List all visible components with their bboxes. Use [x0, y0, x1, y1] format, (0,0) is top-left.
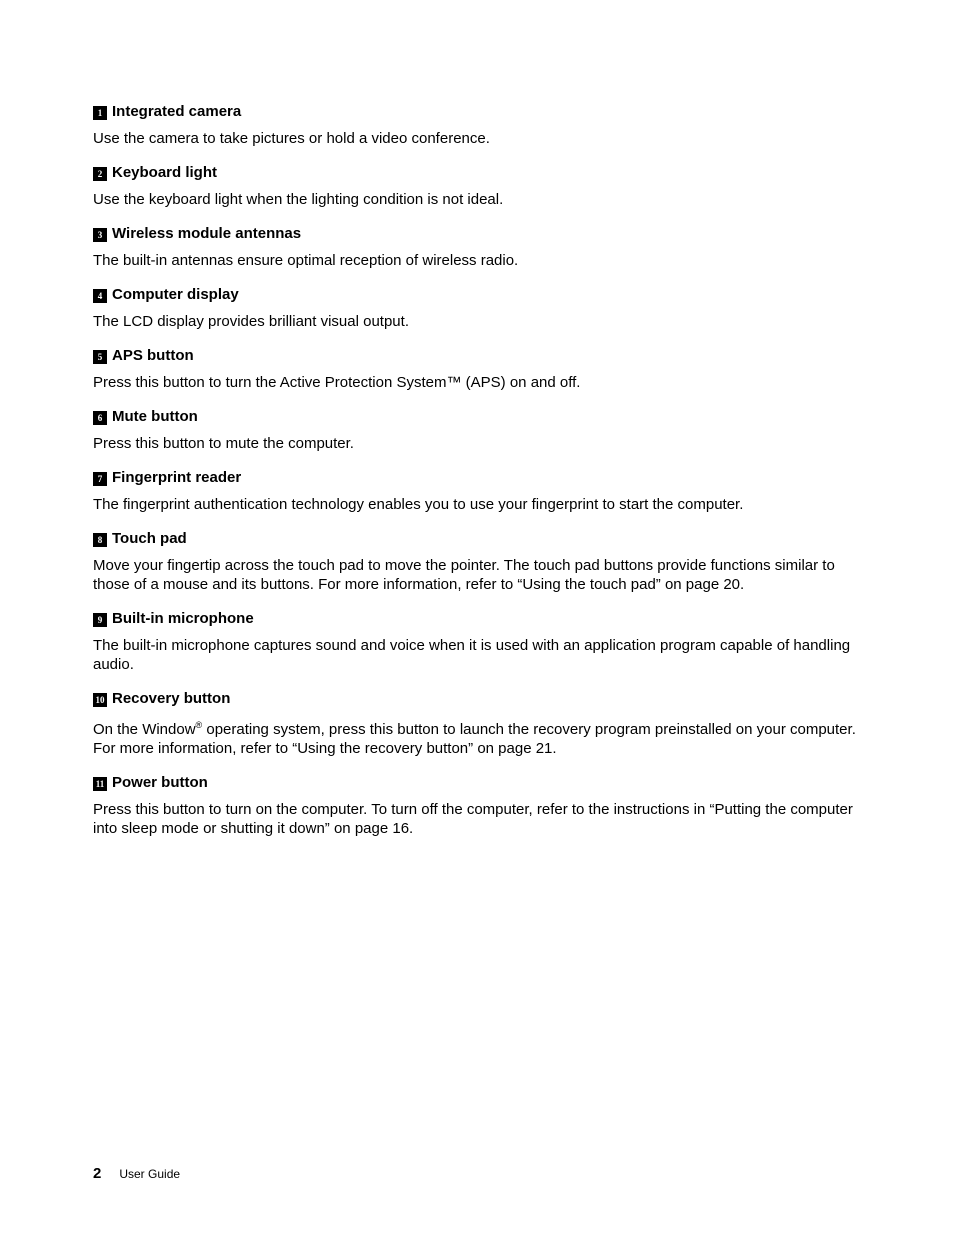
feature-title: Recovery button — [112, 690, 231, 707]
feature-item-mute-button — [93, 407, 873, 453]
page-number: 2 — [93, 1165, 102, 1182]
callout-number-badge: 1 — [93, 106, 107, 120]
feature-description: The built-in microphone captures sound and voice when it is used with an application program capable of handling audio. — [93, 637, 851, 673]
feature-heading — [93, 529, 873, 548]
callout-number-badge: 8 — [93, 533, 107, 547]
callout-number-badge: 5 — [93, 350, 107, 364]
feature-heading — [93, 285, 873, 304]
feature-item-aps-button — [93, 346, 873, 392]
feature-title: APS button — [112, 347, 194, 364]
feature-heading — [93, 102, 873, 121]
feature-description: Press this button to turn on the computer. To turn off the computer, refer to the instructions in “Putting the computer into sleep mode or shutting it down” on page 16. — [93, 801, 853, 837]
feature-title: Computer display — [112, 286, 239, 303]
document-title: User Guide — [119, 1167, 181, 1181]
feature-title: Mute button — [112, 408, 198, 425]
feature-description: Move your fingertip across the touch pad to move the pointer. The touch pad buttons provide functions similar to those of a mouse and its buttons. For more information, refer to “Using the touch pad” on page 20. — [93, 557, 835, 593]
feature-item-computer-display — [93, 285, 873, 331]
feature-description — [93, 716, 873, 758]
feature-item-wireless-antennas — [93, 224, 873, 270]
feature-description: Use the keyboard light when the lighting condition is not ideal. — [93, 191, 504, 208]
feature-heading — [93, 609, 873, 628]
callout-number-badge: 10 — [93, 693, 107, 707]
feature-item-integrated-camera — [93, 102, 873, 148]
feature-heading — [93, 407, 873, 426]
callout-number-badge: 2 — [93, 167, 107, 181]
feature-title: Touch pad — [112, 530, 187, 547]
callout-number-badge: 6 — [93, 411, 107, 425]
feature-title: Wireless module antennas — [112, 225, 302, 242]
feature-item-recovery-button — [93, 689, 873, 758]
feature-title: Integrated camera — [112, 103, 242, 120]
feature-heading — [93, 468, 873, 487]
feature-item-keyboard-light — [93, 163, 873, 209]
callout-number-badge: 4 — [93, 289, 107, 303]
description-text-end: operating system, press this button to launch the recovery program preinstalled on your computer. For more information, refer to “Using the recovery button” on page 21. — [93, 721, 856, 757]
feature-description: Use the camera to take pictures or hold a video conference. — [93, 130, 490, 147]
feature-heading — [93, 689, 873, 708]
feature-title: Power button — [112, 774, 208, 791]
callout-number-badge: 9 — [93, 613, 107, 627]
feature-description: Press this button to mute the computer. — [93, 435, 354, 452]
description-text-start: On the Window — [93, 721, 196, 738]
feature-item-built-in-microphone — [93, 609, 873, 674]
callout-number-badge: 3 — [93, 228, 107, 242]
feature-title: Fingerprint reader — [112, 469, 242, 486]
feature-item-fingerprint-reader — [93, 468, 873, 514]
feature-heading — [93, 224, 873, 243]
feature-description: The LCD display provides brilliant visual output. — [93, 313, 409, 330]
feature-heading — [93, 346, 873, 365]
callout-number-badge: 11 — [93, 777, 107, 791]
page-footer — [93, 1165, 180, 1182]
registered-mark: ® — [195, 720, 203, 730]
feature-title: Built-in microphone — [112, 610, 254, 627]
callout-number-badge: 7 — [93, 472, 107, 486]
feature-description: The fingerprint authentication technology enables you to use your fingerprint to start the computer. — [93, 496, 744, 513]
feature-item-power-button — [93, 773, 873, 838]
feature-heading — [93, 773, 873, 792]
feature-description: The built-in antennas ensure optimal reception of wireless radio. — [93, 252, 519, 269]
feature-description: Press this button to turn the Active Protection System™ (APS) on and off. — [93, 374, 581, 391]
feature-item-touch-pad — [93, 529, 873, 594]
feature-title: Keyboard light — [112, 164, 218, 181]
feature-heading — [93, 163, 873, 182]
feature-list — [93, 102, 873, 838]
